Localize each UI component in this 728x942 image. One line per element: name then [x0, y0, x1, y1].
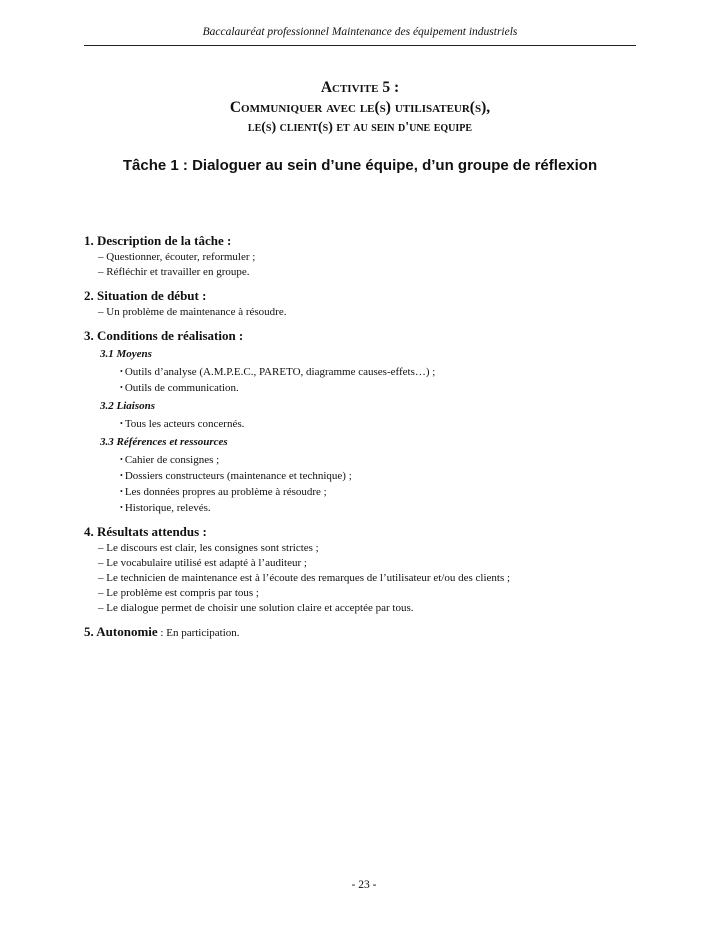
section-1-title: 1. Description de la tâche : — [84, 233, 232, 248]
list-item: • Dossiers constructeurs (maintenance et technique) ; — [120, 468, 644, 484]
list-item: • Les données propres au problème à résoudre ; — [120, 484, 644, 500]
list-item: – Le technicien de maintenance est à l’écoute des remarques de l’utilisateur et/ou des clients ; — [98, 571, 644, 586]
list-item: – Un problème de maintenance à résoudre. — [98, 305, 644, 320]
section-3-title: 3. Conditions de réalisation : — [84, 328, 244, 343]
activity-line-3: le(s) client(s) et au sein d'une equipe — [247, 120, 473, 135]
list-item: • Cahier de consignes ; — [120, 452, 644, 468]
activity-heading — [84, 78, 636, 138]
list-item: • Outils d’analyse (A.M.P.E.C., PARETO, diagramme causes-effets…) ; — [120, 364, 644, 380]
liaisons-list — [84, 416, 644, 432]
list-item: – Réfléchir et travailler en groupe. — [98, 265, 644, 280]
subsection-references-title: 3.3 Références et ressources — [100, 436, 228, 448]
document-body — [84, 232, 644, 642]
section-1-list — [84, 250, 644, 280]
running-header: Baccalauréat professionnel Maintenance des équipement industriels — [202, 26, 518, 38]
section-4-list — [84, 541, 644, 616]
subsection-moyens-title: 3.1 Moyens — [100, 348, 152, 360]
autonomy-value: : En participation. — [157, 627, 240, 639]
page-number: - 23 - — [351, 879, 377, 891]
section-5 — [84, 623, 644, 642]
section-2-title: 2. Situation de début : — [84, 288, 207, 303]
references-list — [84, 452, 644, 516]
subsection-liaisons-title: 3.2 Liaisons — [100, 400, 156, 412]
list-item: • Outils de communication. — [120, 380, 644, 396]
list-item: – Le dialogue permet de choisir une solution claire et acceptée par tous. — [98, 601, 644, 616]
list-item: • Historique, relevés. — [120, 500, 644, 516]
header-divider — [84, 45, 636, 46]
list-item: – Questionner, écouter, reformuler ; — [98, 250, 644, 265]
section-5-title: 5. Autonomie — [84, 624, 158, 639]
list-item: – Le vocabulaire utilisé est adapté à l’auditeur ; — [98, 556, 644, 571]
list-item: – Le problème est compris par tous ; — [98, 586, 644, 601]
activity-line-1: Activite 5 : — [320, 79, 400, 96]
section-4-title: 4. Résultats attendus : — [84, 524, 207, 539]
moyens-list — [84, 364, 644, 396]
task-title: Tâche 1 : Dialoguer au sein d’une équipe, d’un groupe de réflexion — [122, 157, 598, 174]
activity-line-2: Communiquer avec le(s) utilisateur(s), — [229, 99, 491, 116]
list-item: • Tous les acteurs concernés. — [120, 416, 644, 432]
list-item: – Le discours est clair, les consignes sont strictes ; — [98, 541, 644, 556]
section-2-list — [84, 305, 644, 320]
